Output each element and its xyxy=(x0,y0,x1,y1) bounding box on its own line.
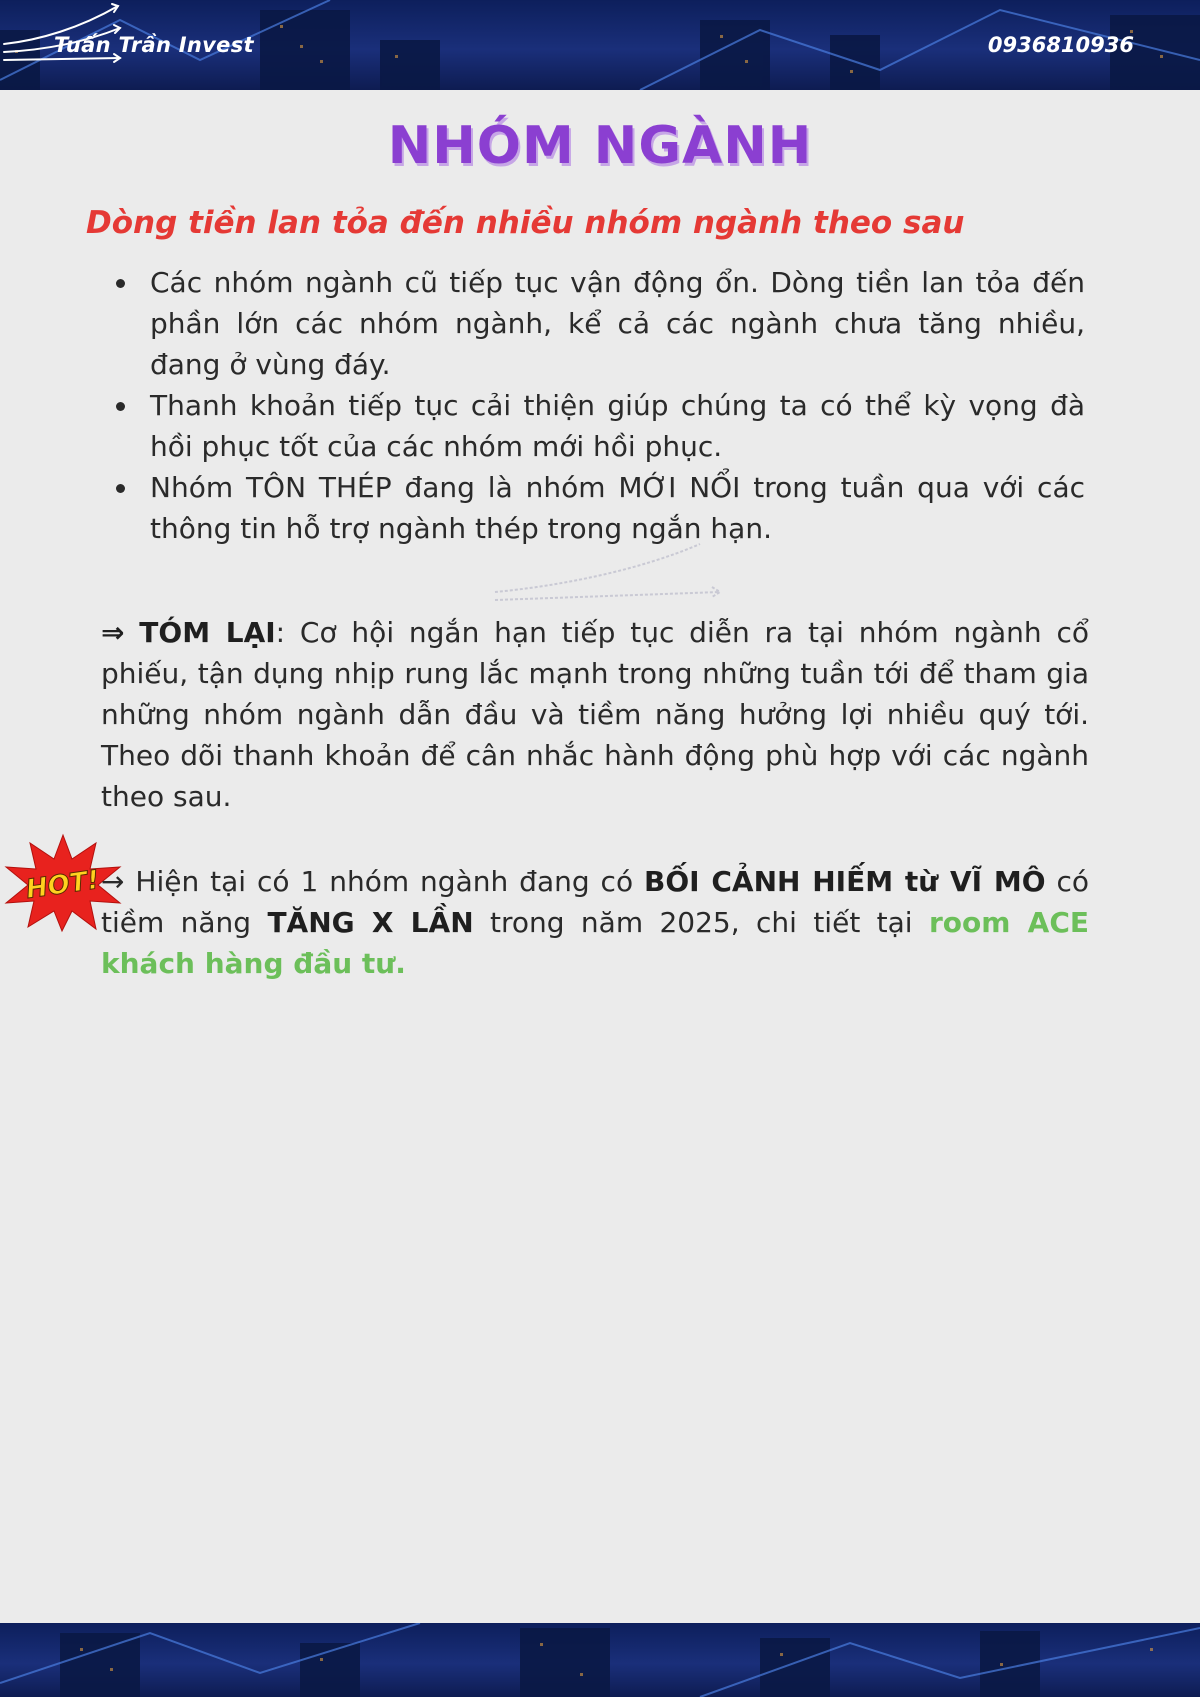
section-subtitle: Dòng tiền lan tỏa đến nhiều nhóm ngành theo sau xyxy=(86,205,965,241)
summary-label: TÓM LẠI xyxy=(139,616,276,649)
hot-text-part: Hiện tại có 1 nhóm ngành đang có xyxy=(124,865,645,898)
hot-highlight-growth: TĂNG X LẦN xyxy=(267,906,474,939)
bullet-item: Thanh khoản tiếp tục cải thiện giúp chúng ta có thể kỳ vọng đà hồi phục tốt của các nhóm mới hồi phục. xyxy=(112,385,1085,467)
summary-paragraph xyxy=(101,612,1089,817)
trend-arrows-icon xyxy=(0,0,130,70)
brand-name: Tuấn Trần Invest xyxy=(54,33,254,57)
city-skyline-decoration xyxy=(0,1623,1200,1697)
bullet-item: Nhóm TÔN THÉP đang là nhóm MỚI NỔI trong tuần qua với các thông tin hỗ trợ ngành thép trong ngắn hạn. xyxy=(112,467,1085,549)
summary-arrow-icon: ⇒ xyxy=(101,616,125,649)
hot-paragraph xyxy=(101,861,1089,984)
summary-text: : Cơ hội ngắn hạn tiếp tục diễn ra tại nhóm ngành cổ phiếu, tận dụng nhịp rung lắc mạnh trong những tuần tới để tham gia những nhóm ngành dẫn đầu và tiềm năng hưởng lợi nhiều quý tới. Theo dõi thanh khoản để cân nhắc hành động phù hợp với các ngành theo sau. xyxy=(101,616,1089,813)
phone-number: 0936810936 xyxy=(987,33,1134,57)
hot-arrow-icon: → xyxy=(101,865,125,898)
header-band xyxy=(0,0,1200,90)
hot-text-part: có tiềm năng xyxy=(101,865,1089,939)
room-ace-link[interactable]: room ACE khách hàng đầu tư. xyxy=(101,906,1089,980)
faint-arrows-icon xyxy=(490,520,730,610)
hot-highlight-macro: BỐI CẢNH HIẾM từ VĨ MÔ xyxy=(644,865,1046,898)
hot-text-part: trong năm 2025, chi tiết tại xyxy=(473,906,929,939)
hot-badge-text: HOT! xyxy=(24,865,102,905)
bullet-list xyxy=(112,262,1085,549)
footer-band xyxy=(0,1623,1200,1697)
page-title: NHÓM NGÀNH xyxy=(387,116,813,176)
bullet-item: Các nhóm ngành cũ tiếp tục vận động ổn. Dòng tiền lan tỏa đến phần lớn các nhóm ngành, kể cả các ngành chưa tăng nhiều, đang ở vùng đáy. xyxy=(112,262,1085,385)
